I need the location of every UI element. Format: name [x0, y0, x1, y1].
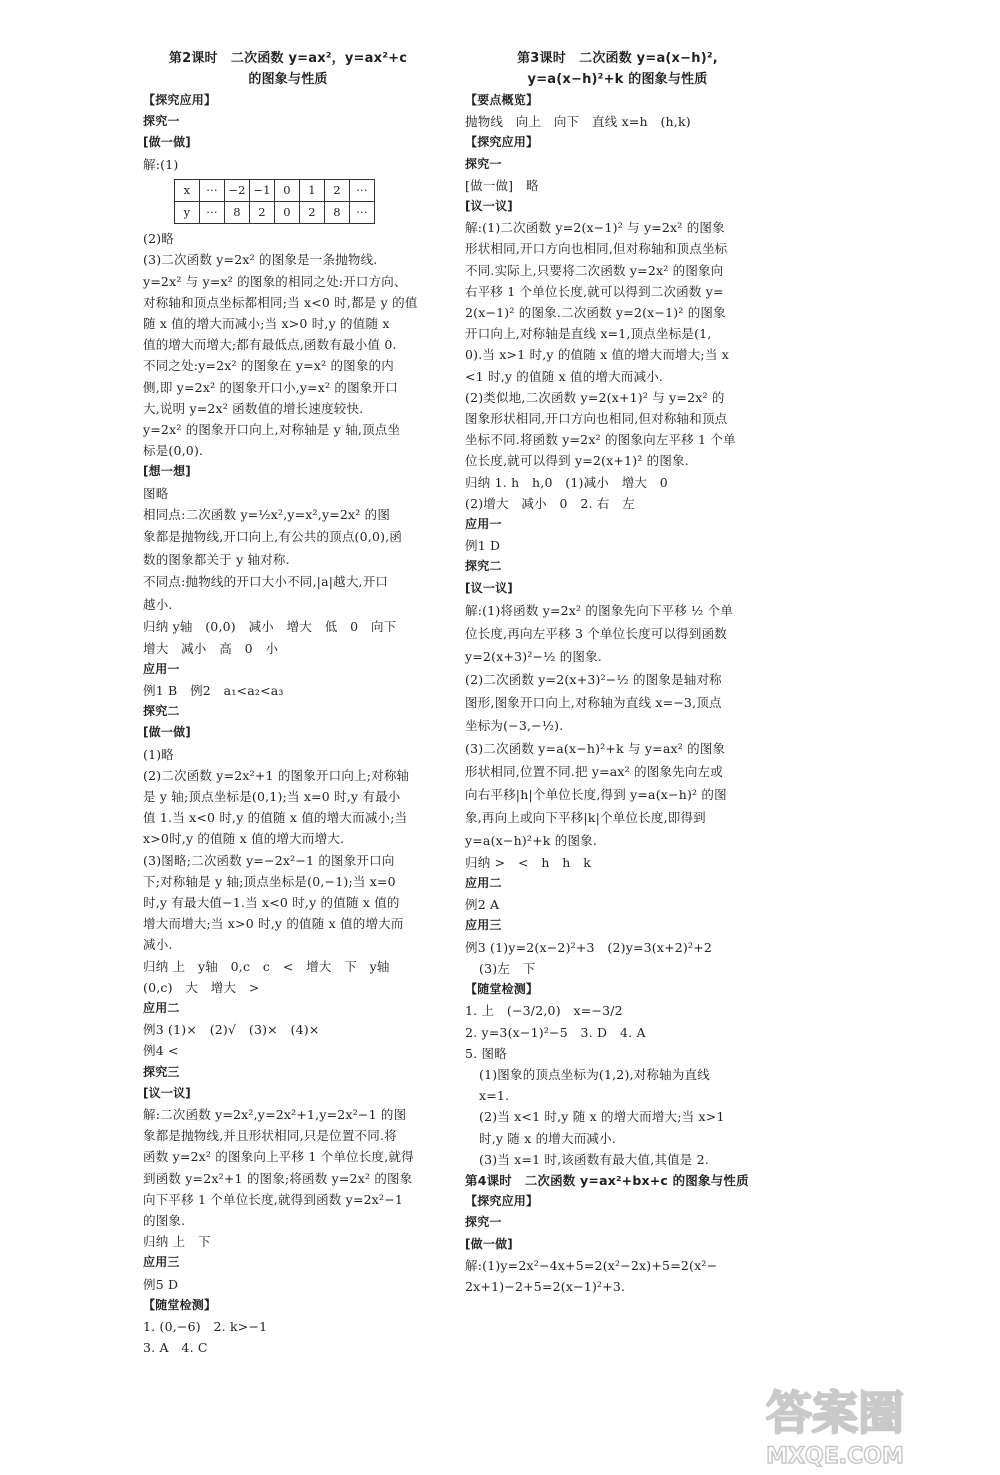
text-line: 时,y 随 x 的增大而减小.: [479, 1130, 616, 1146]
text-line: y=2x² 的图象开口向上,对称轴是 y 轴,顶点坐: [143, 422, 401, 438]
text-line: 解:(1)y=2x²−4x+5=2(x²−2x)+5=2(x²−: [465, 1257, 718, 1273]
values-table: [174, 179, 375, 224]
table-cell: x: [175, 179, 200, 201]
text-line: 解:二次函数 y=2x²,y=2x²+1,y=2x²−1 的图: [143, 1107, 407, 1123]
text-line: 标是(0,0).: [143, 443, 204, 459]
quiz-header: 【随堂检测】: [465, 982, 539, 997]
text-line: 时,y 有最大值−1.当 x<0 时,y 的值随 x 值的: [143, 895, 400, 910]
text-line: 函数 y=2x² 的图象向上平移 1 个单位长度,就得: [143, 1149, 414, 1165]
text-line: (3)二次函数 y=2x² 的图象是一条抛物线.: [143, 252, 378, 268]
text-line: 形状相同,开口方向也相同,但对称轴和顶点坐标: [465, 241, 728, 257]
text-line: (1)图象的顶点坐标为(1,2),对称轴为直线: [479, 1066, 710, 1082]
text-line: 图形,图象开口向上,对称轴为直线 x=−3,顶点: [465, 694, 722, 710]
application-heading: 应用三: [143, 1255, 180, 1270]
text-line: 向下平移 1 个单位长度,就得到函数 y=2x²−1: [143, 1191, 404, 1207]
think-heading: [想一想]: [143, 464, 191, 479]
text-line: 下;对称轴是 y 轴;顶点坐标是(0,−1);当 x=0: [143, 873, 396, 889]
text-line: 数的图象都关于 y 轴对称.: [143, 551, 290, 567]
solution-label: 解:(1): [143, 156, 179, 172]
text-line: 解:(1)二次函数 y=2(x−1)² 与 y=2x² 的图象: [465, 220, 725, 236]
table-cell: 0: [275, 202, 300, 224]
text-line: 解:(1)将函数 y=2x² 的图象先向下平移 ½ 个单: [465, 602, 734, 618]
summary-line: 归纳 1. h h,0 (1)减小 增大 0: [465, 474, 668, 490]
text-line: (3)二次函数 y=a(x−h)²+k 与 y=ax² 的图象: [465, 740, 726, 756]
section-header: 【探究应用】: [143, 93, 217, 107]
text-line: 象,再向上或向下平移|k|个单位长度,即得到: [465, 809, 706, 825]
explore-heading: 探究一: [465, 156, 502, 171]
summary-line: (2)增大 减小 0 2. 右 左: [465, 495, 635, 511]
text-line: y=2x² 与 y=x² 的图象的相同之处:开口方向、: [143, 273, 407, 289]
quiz-line: 3. A 4. C: [143, 1340, 208, 1356]
table-cell: ···: [200, 179, 225, 201]
text-line: 大,说明 y=2x² 函数值的增长速度较快.: [143, 400, 364, 416]
table-cell: 2: [300, 202, 325, 224]
discuss-heading: [议一议]: [143, 1085, 191, 1100]
lesson4-title: 第4课时 二次函数 y=ax²+bx+c 的图象与性质: [465, 1172, 749, 1188]
table-row: [175, 179, 375, 201]
discuss-heading: [议一议]: [465, 199, 513, 214]
summary-line: (0,c) 大 增大 >: [143, 979, 260, 995]
text-line: 的图象.: [143, 1213, 186, 1229]
text-line: 随 x 值的增大而减小;当 x>0 时,y 的值随 x: [143, 316, 390, 332]
text-line: y=a(x−h)²+k 的图象.: [465, 832, 598, 848]
quiz-line: 2. y=3(x−1)²−5 3. D 4. A: [465, 1024, 646, 1040]
example-line: (3)左 下: [479, 960, 536, 976]
text-line: 向右平移|h|个单位长度,得到 y=a(x−h)² 的图: [465, 786, 727, 802]
text-line: 侧,即 y=2x² 的图象开口小,y=x² 的图象开口: [143, 379, 398, 395]
text-line: 右平移 1 个单位长度,就可以得到二次函数 y=: [465, 283, 724, 299]
summary-line: 归纳 上 下: [143, 1234, 211, 1250]
answer-paragraph: [465, 217, 770, 471]
watermark-url: MXQE.COM: [766, 1444, 904, 1469]
table-cell: ···: [350, 202, 375, 224]
answer-paragraph: [465, 1255, 770, 1297]
text-line: (2)类似地,二次函数 y=2(x+1)² 与 y=2x² 的: [465, 389, 725, 405]
text-line: (2)二次函数 y=2(x+3)²−½ 的图象是轴对称: [465, 671, 722, 687]
text-line: 不同点:抛物线的开口大小不同,|a|越大,开口: [143, 574, 389, 590]
example-line: 例2 A: [465, 897, 500, 913]
do-it-heading: [做一做]: [465, 1236, 513, 1251]
text-line: 象都是抛物线,并且形状相同,只是位置不同.将: [143, 1128, 397, 1144]
text-line: (2)当 x<1 时,y 随 x 的增大而增大;当 x>1: [479, 1109, 725, 1125]
text-line: (2)二次函数 y=2x²+1 的图象开口向上;对称轴: [143, 767, 410, 783]
text-line: <1 时,y 的值随 x 值的增大而减小.: [465, 368, 664, 384]
table-cell: 2: [250, 202, 275, 224]
overview-text: 抛物线 向上 向下 直线 x=h (h,k): [465, 114, 691, 130]
text-line: (3)图略;二次函数 y=−2x²−1 的图象开口向: [143, 852, 395, 868]
table-cell: 2: [325, 179, 350, 201]
application-heading: 应用三: [465, 918, 502, 933]
text-line: y=2(x+3)²−½ 的图象.: [465, 648, 602, 664]
text-line: 到函数 y=2x²+1 的图象;将函数 y=2x² 的图象: [143, 1170, 413, 1186]
text-line: 值 1.当 x<0 时,y 的值随 x 值的增大而减小;当: [143, 810, 408, 826]
table-cell: −1: [250, 179, 275, 201]
text-line: 增大而增大;当 x>0 时,y 的值随 x 值的增大而: [143, 916, 404, 932]
application-heading: 应用一: [465, 517, 502, 532]
do-it-heading: [做一做]: [143, 135, 191, 150]
explore-heading: 探究一: [465, 1215, 502, 1230]
summary-line: 归纳 > < h h k: [465, 854, 591, 870]
table-cell: 8: [325, 202, 350, 224]
example-line: 例3 (1)y=2(x−2)²+3 (2)y=3(x+2)²+2: [465, 939, 713, 955]
section-header: 【探究应用】: [465, 135, 539, 150]
do-it-line: [做一做] 略: [465, 177, 539, 193]
example-line: 例4 <: [143, 1043, 179, 1059]
text-line: x=1.: [479, 1088, 510, 1104]
text-line: 相同点:二次函数 y=½x²,y=x²,y=2x² 的图: [143, 506, 391, 522]
table-cell: −2: [225, 179, 250, 201]
application-heading: 应用一: [143, 661, 180, 676]
text-line: 坐标不同.将函数 y=2x² 的图象向左平移 1 个单: [465, 432, 736, 448]
example-line: 例5 D: [143, 1276, 179, 1292]
table-cell: ···: [200, 202, 225, 224]
text-line: 是 y 轴;顶点坐标是(0,1);当 x=0 时,y 有最小: [143, 788, 401, 804]
text-line: 2(x−1)² 的图象.二次函数 y=2(x−1)² 的图象: [465, 305, 726, 321]
text-line: 图象形状相同,开口方向也相同,但对称轴和顶点: [465, 411, 728, 427]
example-line: 例3 (1)× (2)√ (3)× (4)×: [143, 1022, 320, 1038]
text-line: 不同.实际上,只要将二次函数 y=2x² 的图象向: [465, 262, 724, 278]
text-line: 开口向上,对称轴是直线 x=1,顶点坐标是(1,: [465, 326, 712, 342]
quiz-line: 1. 上 (−3/2,0) x=−3/2: [465, 1003, 623, 1019]
text-line: 减小.: [143, 937, 173, 953]
text-line: x>0时,y 的值随 x 值的增大而增大.: [143, 831, 345, 847]
left-column: [143, 0, 433, 1358]
table-row: [175, 202, 375, 224]
answer-paragraph: [465, 1064, 770, 1170]
quiz-line: 1. (0,−6) 2. k>−1: [143, 1319, 268, 1335]
lesson3-title: [465, 48, 770, 90]
text-line: 2x+1)−2+5=2(x−1)²+3.: [465, 1278, 626, 1294]
text-line: (1)略: [143, 746, 175, 762]
quiz-header: 【随堂检测】: [143, 1297, 217, 1312]
text-line: 位长度,就可以得到 y=2(x+1)² 的图象.: [465, 453, 689, 469]
answer-paragraph: [465, 599, 770, 852]
answer-paragraph: [143, 249, 433, 461]
example-line: 例1 D: [465, 538, 501, 554]
text-line: 坐标为(−3,−½).: [465, 717, 564, 733]
lesson3-title-line2: y=a(x−h)²+k 的图象与性质: [527, 72, 708, 87]
example-line: 例1 B 例2 a₁<a₂<a₃: [143, 682, 284, 698]
explore-heading: 探究二: [143, 704, 180, 719]
summary-line: 增大 减小 高 0 小: [143, 640, 279, 656]
text-line: 位长度,再向左平移 3 个单位长度可以得到函数: [465, 625, 727, 641]
application-heading: 应用二: [143, 1001, 180, 1016]
summary-line: 归纳 上 y轴 0,c c < 增大 下 y轴: [143, 958, 390, 974]
explore-heading: 探究三: [143, 1064, 180, 1079]
lesson2-title-line2: 的图象与性质: [248, 72, 328, 87]
lesson2-title: [143, 48, 433, 90]
explore-heading: 探究一: [143, 114, 180, 129]
table-cell: 8: [225, 202, 250, 224]
application-heading: 应用二: [465, 876, 502, 891]
watermark: [730, 1351, 940, 1471]
overview-header: 【要点概览】: [465, 93, 539, 107]
table-cell: y: [175, 202, 200, 224]
answer-paragraph: [143, 504, 433, 617]
text-line: 象都是抛物线,开口向上,有公共的顶点(0,0),函: [143, 529, 403, 545]
table-cell: 1: [300, 179, 325, 201]
text-line: 值的增大而增大;都有最低点,函数有最小值 0.: [143, 337, 397, 353]
discuss-heading: [议一议]: [465, 580, 513, 595]
text-line: (2)略: [143, 231, 175, 247]
summary-line: 归纳 y轴 (0,0) 减小 增大 低 0 向下: [143, 619, 397, 635]
text-line: 形状相同,位置不同.把 y=ax² 的图象先向左或: [465, 763, 723, 779]
watermark-logo-text: 答案圈: [766, 1386, 904, 1440]
lesson3-title-line1: 第3课时 二次函数 y=a(x−h)²,: [517, 51, 718, 66]
section-header: 【探究应用】: [465, 1194, 539, 1209]
text-line: (3)当 x=1 时,该函数有最大值,其值是 2.: [479, 1151, 709, 1167]
table-cell: ···: [350, 179, 375, 201]
text-line: 图略: [143, 485, 169, 501]
explore-heading: 探究二: [465, 559, 502, 574]
answer-paragraph: [143, 1104, 433, 1231]
do-it-heading: [做一做]: [143, 725, 191, 740]
text-line: 不同之处:y=2x² 的图象在 y=x² 的图象的内: [143, 358, 394, 374]
quiz-line: 5. 图略: [465, 1045, 507, 1061]
right-column: [465, 0, 770, 1297]
watermark-logo-icon: [730, 1351, 940, 1471]
table-cell: 0: [275, 179, 300, 201]
text-line: 对称轴和顶点坐标都相同;当 x<0 时,都是 y 的值: [143, 294, 418, 310]
text-line: 越小.: [143, 596, 173, 612]
answer-paragraph: [143, 744, 433, 956]
lesson2-title-line1: 第2课时 二次函数 y=ax²，y=ax²+c: [168, 51, 408, 66]
text-line: 0).当 x>1 时,y 的值随 x 值的增大而增大;当 x: [465, 347, 729, 363]
